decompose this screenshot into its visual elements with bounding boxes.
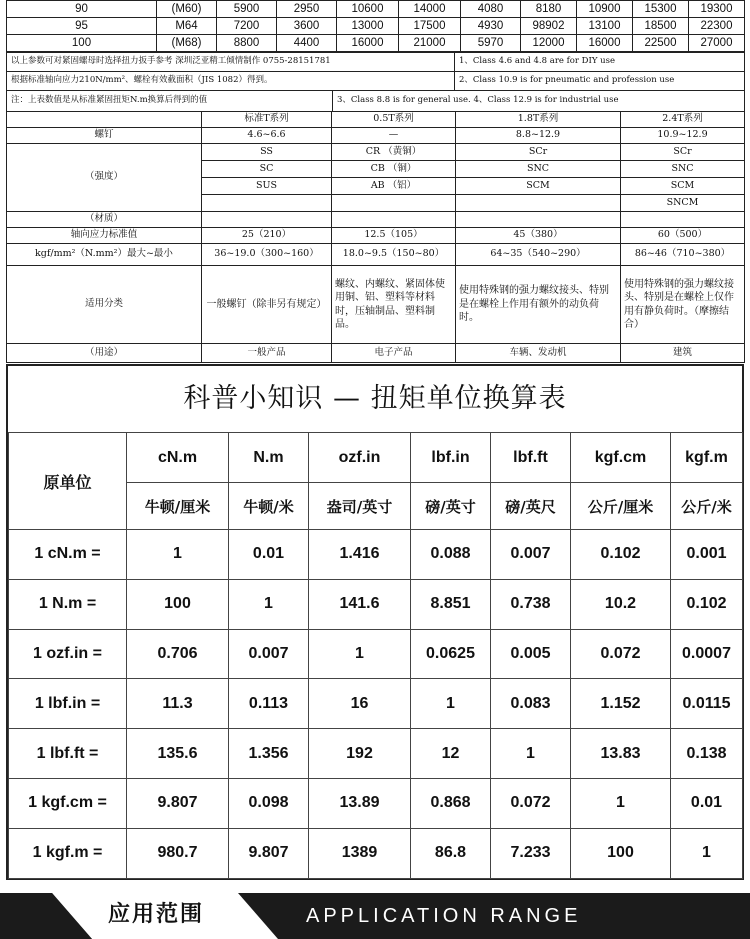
bolt-row bbox=[7, 18, 745, 35]
torque-value-cell: 13.83 bbox=[571, 729, 671, 779]
unit-cn-header: 磅/英寸 bbox=[411, 483, 491, 530]
bolt-value-cell: 16000 bbox=[337, 35, 399, 52]
torque-value-cell: 0.088 bbox=[411, 530, 491, 580]
torque-row-label: 1 kgf.m = bbox=[9, 828, 127, 878]
usage-row bbox=[7, 344, 745, 363]
bolt-series-table bbox=[6, 111, 745, 363]
axial-cell: 45（380） bbox=[456, 228, 621, 244]
bolt-row bbox=[7, 1, 745, 18]
empty-cell bbox=[332, 212, 456, 228]
usage-cell: 建筑 bbox=[621, 344, 745, 363]
application-cell: 一般螺钉（除非另有规定） bbox=[202, 266, 332, 344]
bolt-thread-cell: (M60) bbox=[157, 1, 217, 18]
unit-header: lbf.ft bbox=[491, 433, 571, 483]
torque-value-cell: 0.005 bbox=[491, 629, 571, 679]
series-header: 标准T系列 bbox=[202, 112, 332, 128]
bolt-value-cell: 17500 bbox=[399, 18, 461, 35]
bolt-value-cell: 5970 bbox=[461, 35, 521, 52]
torque-value-cell: 1 bbox=[491, 729, 571, 779]
torque-value-cell: 9.807 bbox=[127, 778, 229, 828]
torque-value-cell: 141.6 bbox=[309, 579, 411, 629]
torque-table-body bbox=[9, 433, 743, 879]
note-left: 以上参数可对紧固螺母时选择扭力扳手参考 深圳泛亚精工倾情制作 0755-28151781 bbox=[7, 53, 455, 72]
torque-value-cell: 1.356 bbox=[229, 729, 309, 779]
torque-row bbox=[9, 679, 743, 729]
bolt-value-cell: 22500 bbox=[633, 35, 689, 52]
application-label: 适用分类 bbox=[7, 266, 202, 344]
torque-value-cell: 0.706 bbox=[127, 629, 229, 679]
note-row bbox=[7, 53, 745, 72]
torque-value-cell: 0.001 bbox=[671, 530, 743, 580]
torque-row-label: 1 lbf.in = bbox=[9, 679, 127, 729]
bolt-value-cell: 12000 bbox=[521, 35, 577, 52]
application-row bbox=[7, 266, 745, 344]
range-cell: 36~19.0（300~160） bbox=[202, 244, 332, 266]
torque-row bbox=[9, 579, 743, 629]
material-cell: SUS bbox=[202, 178, 332, 195]
series-header: 2.4T系列 bbox=[621, 112, 745, 128]
torque-value-cell: 0.072 bbox=[571, 629, 671, 679]
unit-cn-header: 牛顿/米 bbox=[229, 483, 309, 530]
material-cell: SNC bbox=[456, 161, 621, 178]
banner-title-en: APPLICATION RANGE bbox=[306, 905, 582, 927]
bolt-thread-cell: (M68) bbox=[157, 35, 217, 52]
grade-row bbox=[7, 128, 745, 144]
torque-value-cell: 0.01 bbox=[229, 530, 309, 580]
torque-value-cell: 8.851 bbox=[411, 579, 491, 629]
torque-value-cell: 100 bbox=[571, 828, 671, 878]
note-left: 注：上表数值是从标准紧固扭矩N.m换算后得到的值 bbox=[7, 91, 333, 112]
material-cell: SC bbox=[202, 161, 332, 178]
bolt-value-cell: 3600 bbox=[277, 18, 337, 35]
torque-value-cell: 0.738 bbox=[491, 579, 571, 629]
torque-row-label: 1 ozf.in = bbox=[9, 629, 127, 679]
torque-row-label: 1 cN.m = bbox=[9, 530, 127, 580]
torque-row-label: 1 N.m = bbox=[9, 579, 127, 629]
torque-value-cell: 0.01 bbox=[671, 778, 743, 828]
torque-row bbox=[9, 778, 743, 828]
bolt-value-cell: 16000 bbox=[577, 35, 633, 52]
range-label: kgf/mm²（N.mm²）最大~最小 bbox=[7, 244, 202, 266]
application-cell: 螺纹、内螺纹、紧固体使用铜、铝、塑料等材料时，压轴制品、塑料制品。 bbox=[332, 266, 456, 344]
torque-value-cell: 0.0007 bbox=[671, 629, 743, 679]
bolt-value-cell: 21000 bbox=[399, 35, 461, 52]
unit-header: N.m bbox=[229, 433, 309, 483]
note-right: 3、Class 8.8 is for general use. 4、Class 12.9 is for industrial use bbox=[333, 91, 745, 112]
torque-value-cell: 7.233 bbox=[491, 828, 571, 878]
axial-cell: 25（210） bbox=[202, 228, 332, 244]
torque-value-cell: 0.083 bbox=[491, 679, 571, 729]
application-cell: 使用特殊钢的强力螺纹接头、特别是在螺栓上仅作用有静负荷时。（摩擦结合） bbox=[621, 266, 745, 344]
material-cell bbox=[202, 195, 332, 212]
bolt-value-cell: 18500 bbox=[633, 18, 689, 35]
usage-cell: 一般产品 bbox=[202, 344, 332, 363]
unit-header: lbf.in bbox=[411, 433, 491, 483]
bolt-value-cell: 5900 bbox=[217, 1, 277, 18]
bolt-value-cell: 4930 bbox=[461, 18, 521, 35]
material-cell: SS bbox=[202, 144, 332, 161]
material-cell: SCM bbox=[456, 178, 621, 195]
material-cell: CB （铜） bbox=[332, 161, 456, 178]
grade-cell: 4.6~6.6 bbox=[202, 128, 332, 144]
torque-value-cell: 0.102 bbox=[571, 530, 671, 580]
bolt-value-cell: 10600 bbox=[337, 1, 399, 18]
unit-cn-header: 磅/英尺 bbox=[491, 483, 571, 530]
grade-cell: — bbox=[332, 128, 456, 144]
empty-cell bbox=[456, 212, 621, 228]
torque-value-cell: 1.416 bbox=[309, 530, 411, 580]
bolt-size-cell: 100 bbox=[7, 35, 157, 52]
torque-value-cell: 192 bbox=[309, 729, 411, 779]
torque-value-cell: 100 bbox=[127, 579, 229, 629]
usage-cell: 车辆、发动机 bbox=[456, 344, 621, 363]
bolt-value-cell: 7200 bbox=[217, 18, 277, 35]
torque-value-cell: 11.3 bbox=[127, 679, 229, 729]
bolt-value-cell: 98902 bbox=[521, 18, 577, 35]
torque-row-label: 1 kgf.cm = bbox=[9, 778, 127, 828]
bolt-value-cell: 22300 bbox=[689, 18, 745, 35]
material-cell: SNC bbox=[621, 161, 745, 178]
torque-row bbox=[9, 530, 743, 580]
material-label: （材质） bbox=[7, 212, 202, 228]
unit-header: kgf.cm bbox=[571, 433, 671, 483]
unit-cn-header: 公斤/米 bbox=[671, 483, 743, 530]
bolt-value-cell: 27000 bbox=[689, 35, 745, 52]
bolt-value-cell: 13100 bbox=[577, 18, 633, 35]
torque-value-cell: 135.6 bbox=[127, 729, 229, 779]
torque-value-cell: 0.138 bbox=[671, 729, 743, 779]
bolt-value-cell: 4080 bbox=[461, 1, 521, 18]
axial-label: 轴向应力标准值 bbox=[7, 228, 202, 244]
unit-cn-header: 公斤/厘米 bbox=[571, 483, 671, 530]
banner-title-cn: 应用范围 bbox=[108, 902, 205, 927]
note-right: 2、Class 10.9 is for pneumatic and profession use bbox=[455, 72, 745, 91]
torque-value-cell: 0.0625 bbox=[411, 629, 491, 679]
torque-title: 科普小知识 — 扭矩单位换算表 bbox=[183, 383, 567, 414]
notes-table bbox=[6, 52, 745, 91]
torque-value-cell: 0.007 bbox=[491, 530, 571, 580]
torque-value-cell: 0.0115 bbox=[671, 679, 743, 729]
bolt-size-cell: 90 bbox=[7, 1, 157, 18]
torque-value-cell: 0.113 bbox=[229, 679, 309, 729]
usage-label: （用途） bbox=[7, 344, 202, 363]
bolt-value-cell: 8180 bbox=[521, 1, 577, 18]
bolt-thread-cell: M64 bbox=[157, 18, 217, 35]
torque-value-cell: 1389 bbox=[309, 828, 411, 878]
material-label-row bbox=[7, 212, 745, 228]
torque-value-cell: 1 bbox=[571, 778, 671, 828]
grade-cell: 10.9~12.9 bbox=[621, 128, 745, 144]
material-row bbox=[7, 144, 745, 161]
torque-value-cell: 1 bbox=[671, 828, 743, 878]
notes-table-2 bbox=[6, 90, 745, 112]
usage-cell: 电子产品 bbox=[332, 344, 456, 363]
torque-value-cell: 1.152 bbox=[571, 679, 671, 729]
empty-cell bbox=[621, 212, 745, 228]
bolt-size-cell: 95 bbox=[7, 18, 157, 35]
axial-row bbox=[7, 228, 745, 244]
strength-label: （强度） bbox=[7, 144, 202, 212]
torque-value-cell: 0.102 bbox=[671, 579, 743, 629]
material-cell: AB （铝） bbox=[332, 178, 456, 195]
series-header-row bbox=[7, 112, 745, 128]
bolt-row bbox=[7, 35, 745, 52]
application-cell: 使用特殊钢的强力螺纹接头、特别是在螺栓上作用有额外的动负荷时。 bbox=[456, 266, 621, 344]
range-row bbox=[7, 244, 745, 266]
bolt-value-cell: 2950 bbox=[277, 1, 337, 18]
unit-header-row bbox=[9, 433, 743, 483]
torque-value-cell: 86.8 bbox=[411, 828, 491, 878]
unit-header: cN.m bbox=[127, 433, 229, 483]
torque-value-cell: 0.098 bbox=[229, 778, 309, 828]
note-left: 根据标准轴向应力210N/mm²、螺栓有效截面积（JIS 1082）得到。 bbox=[7, 72, 455, 91]
bolt-value-cell: 8800 bbox=[217, 35, 277, 52]
torque-value-cell: 1 bbox=[309, 629, 411, 679]
material-cell: SCr bbox=[621, 144, 745, 161]
material-cell bbox=[456, 195, 621, 212]
torque-row bbox=[9, 729, 743, 779]
bolt-table-body bbox=[7, 1, 745, 52]
torque-row-label: 1 lbf.ft = bbox=[9, 729, 127, 779]
note-right: 1、Class 4.6 and 4.8 are for DIY use bbox=[455, 53, 745, 72]
torque-row bbox=[9, 629, 743, 679]
torque-value-cell: 0.007 bbox=[229, 629, 309, 679]
bolt-value-cell: 14000 bbox=[399, 1, 461, 18]
axial-cell: 12.5（105） bbox=[332, 228, 456, 244]
grade-cell: 8.8~12.9 bbox=[456, 128, 621, 144]
torque-value-cell: 1 bbox=[411, 679, 491, 729]
torque-value-cell: 0.868 bbox=[411, 778, 491, 828]
bolt-value-cell: 4400 bbox=[277, 35, 337, 52]
range-cell: 86~46（710~380） bbox=[621, 244, 745, 266]
note-row bbox=[7, 91, 745, 112]
range-cell: 64~35（540~290） bbox=[456, 244, 621, 266]
note-row bbox=[7, 72, 745, 91]
torque-value-cell: 980.7 bbox=[127, 828, 229, 878]
torque-conversion-panel bbox=[6, 364, 744, 880]
series-corner bbox=[7, 112, 202, 128]
torque-value-cell: 9.807 bbox=[229, 828, 309, 878]
material-cell: SCr bbox=[456, 144, 621, 161]
empty-cell bbox=[202, 212, 332, 228]
torque-value-cell: 12 bbox=[411, 729, 491, 779]
unit-header: ozf.in bbox=[309, 433, 411, 483]
unit-cn-header: 牛顿/厘米 bbox=[127, 483, 229, 530]
series-header: 1.8T系列 bbox=[456, 112, 621, 128]
unit-cn-header: 盎司/英寸 bbox=[309, 483, 411, 530]
torque-value-cell: 10.2 bbox=[571, 579, 671, 629]
torque-value-cell: 1 bbox=[229, 579, 309, 629]
unit-header: kgf.m bbox=[671, 433, 743, 483]
series-header: 0.5T系列 bbox=[332, 112, 456, 128]
material-cell: SNCM bbox=[621, 195, 745, 212]
axial-cell: 60（500） bbox=[621, 228, 745, 244]
bolt-value-cell: 10900 bbox=[577, 1, 633, 18]
bolt-value-cell: 13000 bbox=[337, 18, 399, 35]
torque-value-cell: 1 bbox=[127, 530, 229, 580]
bolt-value-cell: 19300 bbox=[689, 1, 745, 18]
bolt-torque-table bbox=[6, 0, 745, 52]
material-cell: CR （黄铜） bbox=[332, 144, 456, 161]
material-cell: SCM bbox=[621, 178, 745, 195]
torque-value-cell: 16 bbox=[309, 679, 411, 729]
application-range-banner bbox=[0, 893, 750, 939]
original-unit-label: 原单位 bbox=[9, 433, 127, 530]
range-cell: 18.0~9.5（150~80） bbox=[332, 244, 456, 266]
bolt-value-cell: 15300 bbox=[633, 1, 689, 18]
screw-label: 螺钉 bbox=[7, 128, 202, 144]
torque-row bbox=[9, 828, 743, 878]
torque-value-cell: 0.072 bbox=[491, 778, 571, 828]
material-cell bbox=[332, 195, 456, 212]
torque-conversion-table bbox=[8, 432, 743, 879]
torque-value-cell: 13.89 bbox=[309, 778, 411, 828]
